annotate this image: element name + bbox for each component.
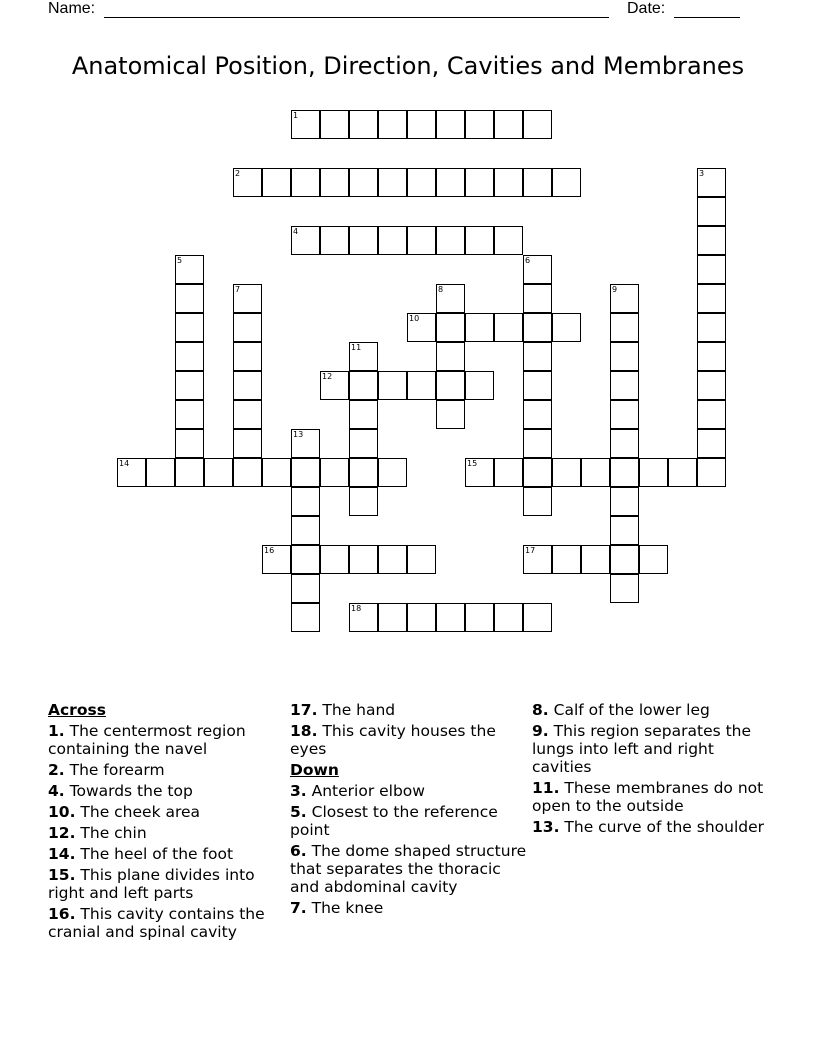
grid-cell[interactable] <box>204 458 233 487</box>
grid-cell[interactable] <box>349 400 378 429</box>
grid-cell[interactable] <box>407 226 436 255</box>
grid-cell[interactable] <box>349 487 378 516</box>
clue-number: 3. <box>290 782 307 800</box>
clue-down-13 <box>532 818 772 836</box>
grid-cell[interactable] <box>175 400 204 429</box>
cell-number: 9 <box>612 285 618 294</box>
grid-cell[interactable] <box>291 545 320 574</box>
grid-cell[interactable] <box>610 400 639 429</box>
clue-across-4 <box>48 782 284 800</box>
grid-cell[interactable] <box>436 226 465 255</box>
grid-cell[interactable] <box>291 516 320 545</box>
grid-cell[interactable] <box>610 545 639 574</box>
grid-cell[interactable] <box>697 313 726 342</box>
grid-cell[interactable] <box>436 342 465 371</box>
clue-text: The heel of the foot <box>80 845 234 863</box>
grid-cell[interactable] <box>175 342 204 371</box>
clue-number: 15. <box>48 866 76 884</box>
grid-cell[interactable] <box>291 458 320 487</box>
clue-number: 1. <box>48 722 65 740</box>
grid-cell[interactable] <box>349 110 378 139</box>
grid-cell[interactable] <box>320 458 349 487</box>
grid-cell[interactable] <box>523 458 552 487</box>
grid-cell[interactable] <box>349 603 378 632</box>
cell-number: 15 <box>467 459 478 468</box>
grid-cell[interactable] <box>378 603 407 632</box>
grid-cell[interactable] <box>465 458 494 487</box>
grid-cell[interactable] <box>523 110 552 139</box>
grid-cell[interactable] <box>436 284 465 313</box>
grid-cell[interactable] <box>581 545 610 574</box>
grid-cell[interactable] <box>523 429 552 458</box>
grid-cell[interactable] <box>523 255 552 284</box>
grid-cell[interactable] <box>552 545 581 574</box>
grid-cell[interactable] <box>523 545 552 574</box>
clue-text: This cavity houses the eyes <box>290 722 496 758</box>
clue-across-2 <box>48 761 284 779</box>
cell-number: 10 <box>409 314 420 323</box>
grid-cell[interactable] <box>436 603 465 632</box>
grid-cell[interactable] <box>697 342 726 371</box>
grid-cell[interactable] <box>233 284 262 313</box>
clue-across-1 <box>48 722 284 758</box>
grid-cell[interactable] <box>436 110 465 139</box>
grid-cell[interactable] <box>523 400 552 429</box>
grid-cell[interactable] <box>175 284 204 313</box>
grid-cell[interactable] <box>291 487 320 516</box>
grid-cell[interactable] <box>494 458 523 487</box>
grid-cell[interactable] <box>552 168 581 197</box>
grid-cell[interactable] <box>465 226 494 255</box>
grid-cell[interactable] <box>523 284 552 313</box>
grid-cell[interactable] <box>436 400 465 429</box>
clue-text: Calf of the lower leg <box>553 701 710 719</box>
name-label: Name: <box>48 0 96 17</box>
grid-cell[interactable] <box>494 313 523 342</box>
clue-number: 10. <box>48 803 76 821</box>
grid-cell[interactable] <box>320 168 349 197</box>
grid-cell[interactable] <box>175 458 204 487</box>
grid-cell[interactable] <box>407 545 436 574</box>
clue-text: Towards the top <box>69 782 193 800</box>
grid-cell[interactable] <box>175 429 204 458</box>
grid-cell[interactable] <box>610 371 639 400</box>
grid-cell[interactable] <box>610 313 639 342</box>
grid-cell[interactable] <box>697 284 726 313</box>
clue-text: Closest to the reference point <box>290 803 498 839</box>
grid-cell[interactable] <box>233 313 262 342</box>
grid-cell[interactable] <box>523 313 552 342</box>
clue-number: 5. <box>290 803 307 821</box>
clue-number: 13. <box>532 818 560 836</box>
grid-cell[interactable] <box>523 487 552 516</box>
cell-number: 16 <box>264 546 275 555</box>
grid-cell[interactable] <box>349 371 378 400</box>
grid-cell[interactable] <box>610 429 639 458</box>
grid-cell[interactable] <box>610 342 639 371</box>
clue-number: 9. <box>532 722 549 740</box>
grid-cell[interactable] <box>407 371 436 400</box>
grid-cell[interactable] <box>233 458 262 487</box>
cell-number: 3 <box>699 169 705 178</box>
clue-down-5 <box>290 803 530 839</box>
grid-cell[interactable] <box>407 313 436 342</box>
clue-number: 7. <box>290 899 307 917</box>
grid-cell[interactable] <box>407 110 436 139</box>
grid-cell[interactable] <box>639 458 668 487</box>
clue-number: 6. <box>290 842 307 860</box>
clue-across-10 <box>48 803 284 821</box>
clue-text: The dome shaped structure that separates the thoracic and abdominal cavity <box>290 842 527 896</box>
grid-cell[interactable] <box>610 516 639 545</box>
grid-cell[interactable] <box>523 371 552 400</box>
grid-cell[interactable] <box>494 226 523 255</box>
grid-cell[interactable] <box>291 603 320 632</box>
grid-cell[interactable] <box>320 110 349 139</box>
grid-cell[interactable] <box>291 168 320 197</box>
grid-cell[interactable] <box>262 458 291 487</box>
cell-number: 13 <box>293 430 304 439</box>
grid-cell[interactable] <box>552 458 581 487</box>
cell-number: 18 <box>351 604 362 613</box>
grid-cell[interactable] <box>465 313 494 342</box>
cell-number: 14 <box>119 459 130 468</box>
clue-down-8 <box>532 701 772 719</box>
clue-down-6 <box>290 842 530 896</box>
grid-cell[interactable] <box>378 545 407 574</box>
grid-cell[interactable] <box>465 371 494 400</box>
grid-cell[interactable] <box>320 545 349 574</box>
grid-cell[interactable] <box>349 342 378 371</box>
clue-text: The hand <box>322 701 396 719</box>
clue-down-11 <box>532 779 772 815</box>
grid-cell[interactable] <box>117 458 146 487</box>
clue-text: The knee <box>311 899 384 917</box>
grid-cell[interactable] <box>407 168 436 197</box>
grid-cell[interactable] <box>639 545 668 574</box>
clue-number: 2. <box>48 761 65 779</box>
cell-number: 5 <box>177 256 183 265</box>
cell-number: 4 <box>293 227 299 236</box>
clue-text: The cheek area <box>80 803 201 821</box>
grid-cell[interactable] <box>320 371 349 400</box>
down-heading: Down <box>290 761 339 779</box>
puzzle-title: Anatomical Position, Direction, Cavities and Membranes <box>71 52 745 80</box>
clue-down-7 <box>290 899 530 917</box>
grid-cell[interactable] <box>146 458 175 487</box>
cell-number: 8 <box>438 285 444 294</box>
grid-cell[interactable] <box>668 458 697 487</box>
clue-number: 4. <box>48 782 65 800</box>
grid-cell[interactable] <box>697 255 726 284</box>
cell-number: 1 <box>293 111 299 120</box>
grid-cell[interactable] <box>349 458 378 487</box>
grid-cell[interactable] <box>349 545 378 574</box>
cell-number: 2 <box>235 169 241 178</box>
clue-across-16 <box>48 905 284 941</box>
grid-cell[interactable] <box>697 429 726 458</box>
grid-cell[interactable] <box>320 226 349 255</box>
grid-cell[interactable] <box>175 371 204 400</box>
grid-cell[interactable] <box>610 284 639 313</box>
grid-cell[interactable] <box>378 168 407 197</box>
cell-number: 17 <box>525 546 536 555</box>
grid-cell[interactable] <box>494 603 523 632</box>
grid-cell[interactable] <box>378 458 407 487</box>
grid-cell[interactable] <box>697 458 726 487</box>
grid-cell[interactable] <box>262 168 291 197</box>
grid-cell[interactable] <box>407 603 436 632</box>
clue-text: The curve of the shoulder <box>564 818 765 836</box>
clue-text: This cavity contains the cranial and spinal cavity <box>48 905 265 941</box>
grid-cell[interactable] <box>233 342 262 371</box>
grid-cell[interactable] <box>233 168 262 197</box>
clue-text: The forearm <box>69 761 165 779</box>
clue-down-9 <box>532 722 772 776</box>
clue-column-2 <box>290 701 530 920</box>
clue-text: This region separates the lungs into left and right cavities <box>532 722 752 776</box>
clue-number: 14. <box>48 845 76 863</box>
clue-across-18 <box>290 722 530 758</box>
clue-number: 12. <box>48 824 76 842</box>
clue-number: 17. <box>290 701 318 719</box>
grid-cell[interactable] <box>291 574 320 603</box>
clue-number: 11. <box>532 779 560 797</box>
grid-cell[interactable] <box>378 226 407 255</box>
grid-cell[interactable] <box>175 313 204 342</box>
cell-number: 12 <box>322 372 333 381</box>
clue-across-14 <box>48 845 284 863</box>
cell-number: 11 <box>351 343 362 352</box>
grid-cell[interactable] <box>523 168 552 197</box>
grid-cell[interactable] <box>581 458 610 487</box>
grid-cell[interactable] <box>494 110 523 139</box>
grid-cell[interactable] <box>610 487 639 516</box>
grid-cell[interactable] <box>610 458 639 487</box>
grid-cell[interactable] <box>697 168 726 197</box>
clue-across-17 <box>290 701 530 719</box>
grid-cell[interactable] <box>552 313 581 342</box>
grid-cell[interactable] <box>349 429 378 458</box>
grid-cell[interactable] <box>465 603 494 632</box>
clue-text: These membranes do not open to the outside <box>532 779 764 815</box>
grid-cell[interactable] <box>436 371 465 400</box>
grid-cell[interactable] <box>291 429 320 458</box>
grid-cell[interactable] <box>233 429 262 458</box>
grid-cell[interactable] <box>291 110 320 139</box>
grid-cell[interactable] <box>436 168 465 197</box>
grid-cell[interactable] <box>465 110 494 139</box>
grid-cell[interactable] <box>697 400 726 429</box>
grid-cell[interactable] <box>349 168 378 197</box>
clue-text: The centermost region containing the navel <box>48 722 246 758</box>
grid-cell[interactable] <box>291 226 320 255</box>
grid-cell[interactable] <box>523 342 552 371</box>
grid-cell[interactable] <box>233 371 262 400</box>
grid-cell[interactable] <box>494 168 523 197</box>
date-label: Date: <box>627 0 666 17</box>
cell-number: 7 <box>235 285 241 294</box>
clue-column-1 <box>48 701 284 944</box>
grid-cell[interactable] <box>523 603 552 632</box>
grid-cell[interactable] <box>465 168 494 197</box>
cell-number: 6 <box>525 256 531 265</box>
clue-text: The chin <box>80 824 147 842</box>
grid-cell[interactable] <box>697 226 726 255</box>
grid-cell[interactable] <box>436 313 465 342</box>
clue-text: This plane divides into right and left parts <box>48 866 255 902</box>
grid-cell[interactable] <box>262 545 291 574</box>
grid-cell[interactable] <box>175 255 204 284</box>
grid-cell[interactable] <box>378 110 407 139</box>
clue-down-3 <box>290 782 530 800</box>
clue-number: 18. <box>290 722 318 740</box>
grid-cell[interactable] <box>233 400 262 429</box>
clue-number: 8. <box>532 701 549 719</box>
grid-cell[interactable] <box>697 371 726 400</box>
grid-cell[interactable] <box>610 574 639 603</box>
clue-across-12 <box>48 824 284 842</box>
clue-text: Anterior elbow <box>311 782 425 800</box>
clue-number: 16. <box>48 905 76 923</box>
clue-across-15 <box>48 866 284 902</box>
clue-column-3 <box>532 701 772 839</box>
grid-cell[interactable] <box>697 197 726 226</box>
grid-cell[interactable] <box>378 371 407 400</box>
grid-cell[interactable] <box>349 226 378 255</box>
across-heading: Across <box>48 701 106 719</box>
